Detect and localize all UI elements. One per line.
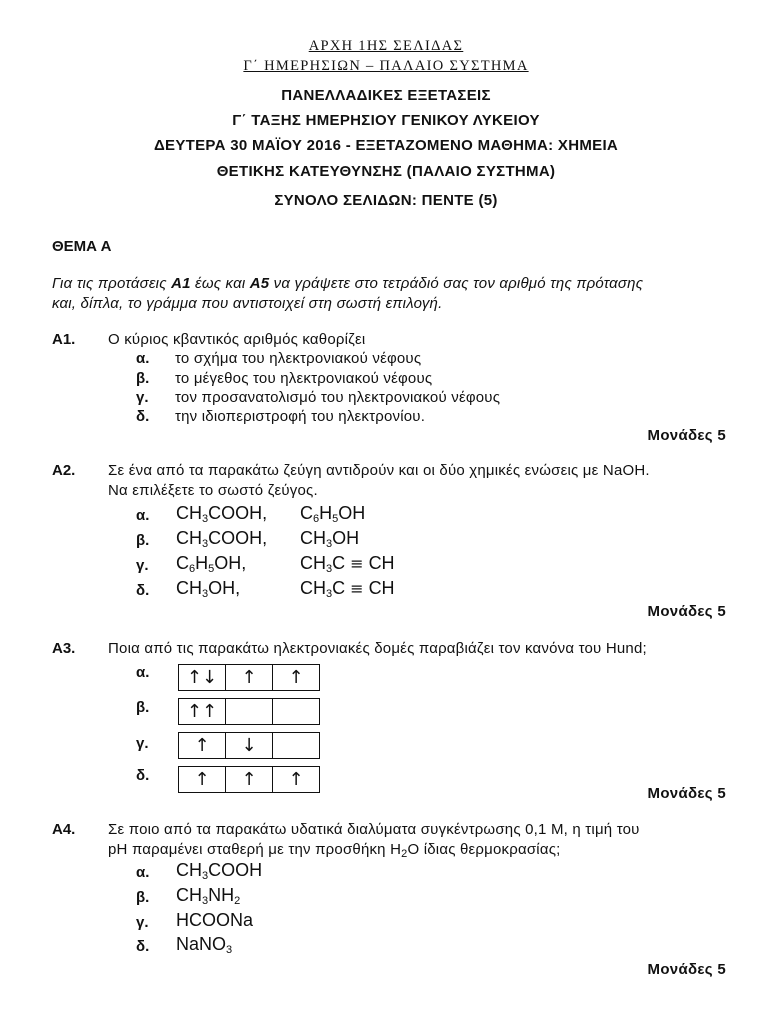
- orbital-box: ↑: [179, 733, 226, 758]
- orbital-box: [273, 699, 319, 724]
- marks: Μονάδες 5: [647, 427, 726, 444]
- option-letter: β.: [136, 370, 150, 387]
- question-stem: Ποια από τις παρακάτω ηλεκτρονιακές δομές παραβιάζει τον κανόνα του Hund;: [108, 640, 647, 657]
- orbital-box: ↑↑: [179, 699, 226, 724]
- question-stem: pH παραμένει σταθερή με την προσθήκη $H_2O$ ίδιας θερμοκρασίας;: [108, 841, 561, 860]
- orbital-box: ↑: [288, 769, 304, 790]
- option-text: την ιδιοπεριστροφή του ηλεκτρονίου.: [175, 408, 426, 425]
- option-letter: α.: [136, 507, 150, 524]
- compound-propyne: $CH_3C$ ≡ CH: [300, 553, 395, 575]
- option-letter: δ.: [136, 582, 150, 599]
- marks: Μονάδες 5: [647, 961, 726, 978]
- compound-nano3: NaNO$_3$: [176, 934, 233, 956]
- compound-hcoona: HCOONa: [176, 910, 254, 930]
- orbital-box: ↑↓: [179, 665, 226, 690]
- option-text: τον προσανατολισμό του ηλεκτρονιακού νέφους: [175, 389, 501, 406]
- compound-ch3nh2: $CH_3NH_2$: [176, 885, 241, 907]
- orbital-box: ↑: [288, 667, 304, 688]
- option-letter: γ.: [136, 735, 149, 752]
- compound-ch3oh: $CH_3OH$,: [176, 578, 241, 600]
- section-title: ΘΕΜΑ Α: [52, 238, 112, 255]
- option-letter: β.: [136, 532, 150, 549]
- compound-ch3cooh: $CH_3COOH$,: [176, 503, 268, 525]
- exam-class: Γ΄ ΤΑΞΗΣ ΗΜΕΡΗΣΙΟΥ ΓΕΝΙΚΟΥ ΛΥΚΕΙΟΥ: [232, 112, 540, 129]
- question-stem: Σε ποιο από τα παρακάτω υδατικά διαλύματα συγκέντρωσης 0,1 Μ, η τιμή του: [108, 821, 640, 838]
- option-text: το σχήμα του ηλεκτρονιακού νέφους: [175, 350, 422, 367]
- option-letter: α.: [136, 350, 150, 367]
- exam-pages: ΣΥΝΟΛΟ ΣΕΛΙΔΩΝ: ΠΕΝΤΕ (5): [274, 192, 498, 209]
- exam-title: ΠΑΝΕΛΛΑΔΙΚΕΣ ΕΞΕΤΑΣΕΙΣ: [281, 87, 491, 104]
- compound-propyne: $CH_3C$ ≡ CH: [300, 578, 395, 600]
- option-letter: α.: [136, 864, 150, 881]
- orbital-box: [226, 699, 273, 724]
- option-letter: δ.: [136, 408, 150, 425]
- option-text: το μέγεθος του ηλεκτρονιακού νέφους: [175, 370, 433, 387]
- question-number: Α3.: [52, 640, 76, 657]
- option-letter: α.: [136, 664, 150, 681]
- orbital-box: ↑: [226, 767, 273, 792]
- marks: Μονάδες 5: [647, 603, 726, 620]
- question-stem: Σε ένα από τα παρακάτω ζεύγη αντιδρούν και οι δύο χημικές ενώσεις με NaOH.: [108, 462, 650, 479]
- question-stem: Ο κύριος κβαντικός αριθμός καθορίζει: [108, 331, 366, 348]
- compound-ch3cooh: $CH_3COOH$,: [176, 528, 268, 550]
- compound-ch3oh: $CH_3OH$: [300, 528, 360, 550]
- instructions-line1: Για τις προτάσεις A1 έως και Α5 να γράψετε στο τετράδιό σας τον αριθμό της πρότασης: [52, 275, 644, 292]
- option-letter: β.: [136, 889, 150, 906]
- compound-ch3cooh: $CH_3COOH$: [176, 860, 263, 882]
- question-number: Α2.: [52, 462, 76, 479]
- orbital-diagram: [178, 664, 320, 691]
- option-letter: γ.: [136, 914, 149, 931]
- page-header-line2: Γ΄ ΗΜΕΡΗΣΙΩΝ – ΠΑΛΑΙΟ ΣΥΣΤΗΜΑ: [243, 58, 529, 74]
- option-letter: γ.: [136, 557, 149, 574]
- option-letter: β.: [136, 699, 150, 716]
- option-letter: δ.: [136, 767, 150, 784]
- exam-direction: ΘΕΤΙΚΗΣ ΚΑΤΕΥΘΥΝΣΗΣ (ΠΑΛΑΙΟ ΣΥΣΤΗΜΑ): [216, 163, 556, 180]
- instructions-line2: και, δίπλα, το γράμμα που αντιστοιχεί στη σωστή επιλογή.: [52, 295, 443, 312]
- question-stem: Να επιλέξετε το σωστό ζεύγος.: [108, 482, 318, 499]
- orbital-box: ↓: [226, 733, 273, 758]
- orbital-diagram: [178, 698, 320, 725]
- marks: Μονάδες 5: [647, 785, 726, 802]
- page-header-line1: ΑΡΧΗ 1ΗΣ ΣΕΛΙΔΑΣ: [308, 38, 464, 54]
- orbital-box: [273, 733, 319, 758]
- question-number: Α1.: [52, 331, 76, 348]
- orbital-diagram: [178, 766, 320, 793]
- orbital-diagram: [178, 732, 320, 759]
- orbital-box: ↑: [226, 665, 273, 690]
- option-letter: γ.: [136, 389, 149, 406]
- exam-date-subject: ΔΕΥΤΕΡΑ 30 ΜΑΪΟΥ 2016 - ΕΞΕΤΑΖΟΜΕΝΟ ΜΑΘΗΜΑ: ΧΗΜΕΙΑ: [153, 137, 619, 154]
- orbital-box: ↑: [179, 767, 226, 792]
- compound-c6h5oh: $C_6H_5OH$: [300, 503, 366, 525]
- compound-c6h5oh: $C_6H_5OH$,: [176, 553, 247, 575]
- option-letter: δ.: [136, 938, 150, 955]
- question-number: Α4.: [52, 821, 76, 838]
